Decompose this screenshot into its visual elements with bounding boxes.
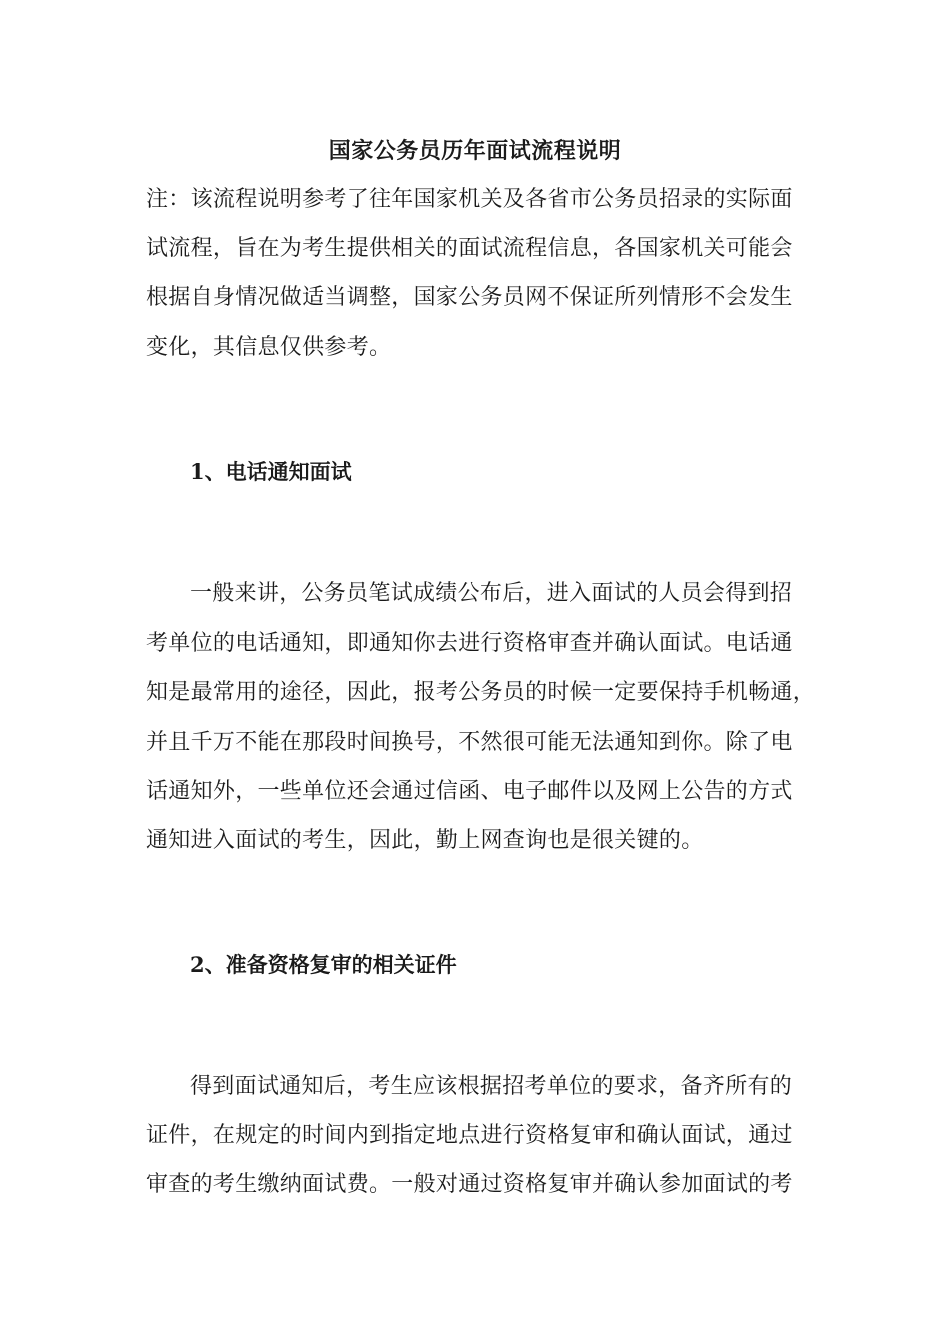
note-line: 注：该流程说明参考了往年国家机关及各省市公务员招录的实际面: [146, 187, 793, 212]
section-heading-2: 2、准备资格复审的相关证件: [190, 952, 457, 977]
section-2-line: 证件，在规定的时间内到指定地点进行资格复审和确认面试，通过: [146, 1123, 793, 1148]
section-1-line: 并且千万不能在那段时间换号，不然很可能无法通知到你。除了电: [146, 730, 793, 755]
section-1-line: 一般来讲，公务员笔试成绩公布后，进入面试的人员会得到招: [190, 581, 793, 606]
note-line: 试流程，旨在为考生提供相关的面试流程信息，各国家机关可能会: [146, 236, 793, 261]
note-line: 根据自身情况做适当调整，国家公务员网不保证所列情形不会发生: [146, 285, 793, 310]
section-1-line: 话通知外，一些单位还会通过信函、电子邮件以及网上公告的方式: [146, 779, 793, 804]
section-2-line: 得到面试通知后，考生应该根据招考单位的要求，备齐所有的: [190, 1074, 793, 1099]
section-1-line: 通知进入面试的考生，因此，勤上网查询也是很关键的。: [146, 828, 704, 853]
note-line: 变化，其信息仅供参考。: [146, 335, 392, 360]
section-2-line: 审查的考生缴纳面试费。一般对通过资格复审并确认参加面试的考: [146, 1172, 793, 1197]
document-title: 国家公务员历年面试流程说明: [328, 138, 622, 164]
section-heading-1: 1、电话通知面试: [190, 459, 352, 484]
section-1-line: 知是最常用的途径，因此，报考公务员的时候一定要保持手机畅通，: [146, 680, 816, 705]
section-1-line: 考单位的电话通知，即通知你去进行资格审查并确认面试。电话通: [146, 631, 793, 656]
